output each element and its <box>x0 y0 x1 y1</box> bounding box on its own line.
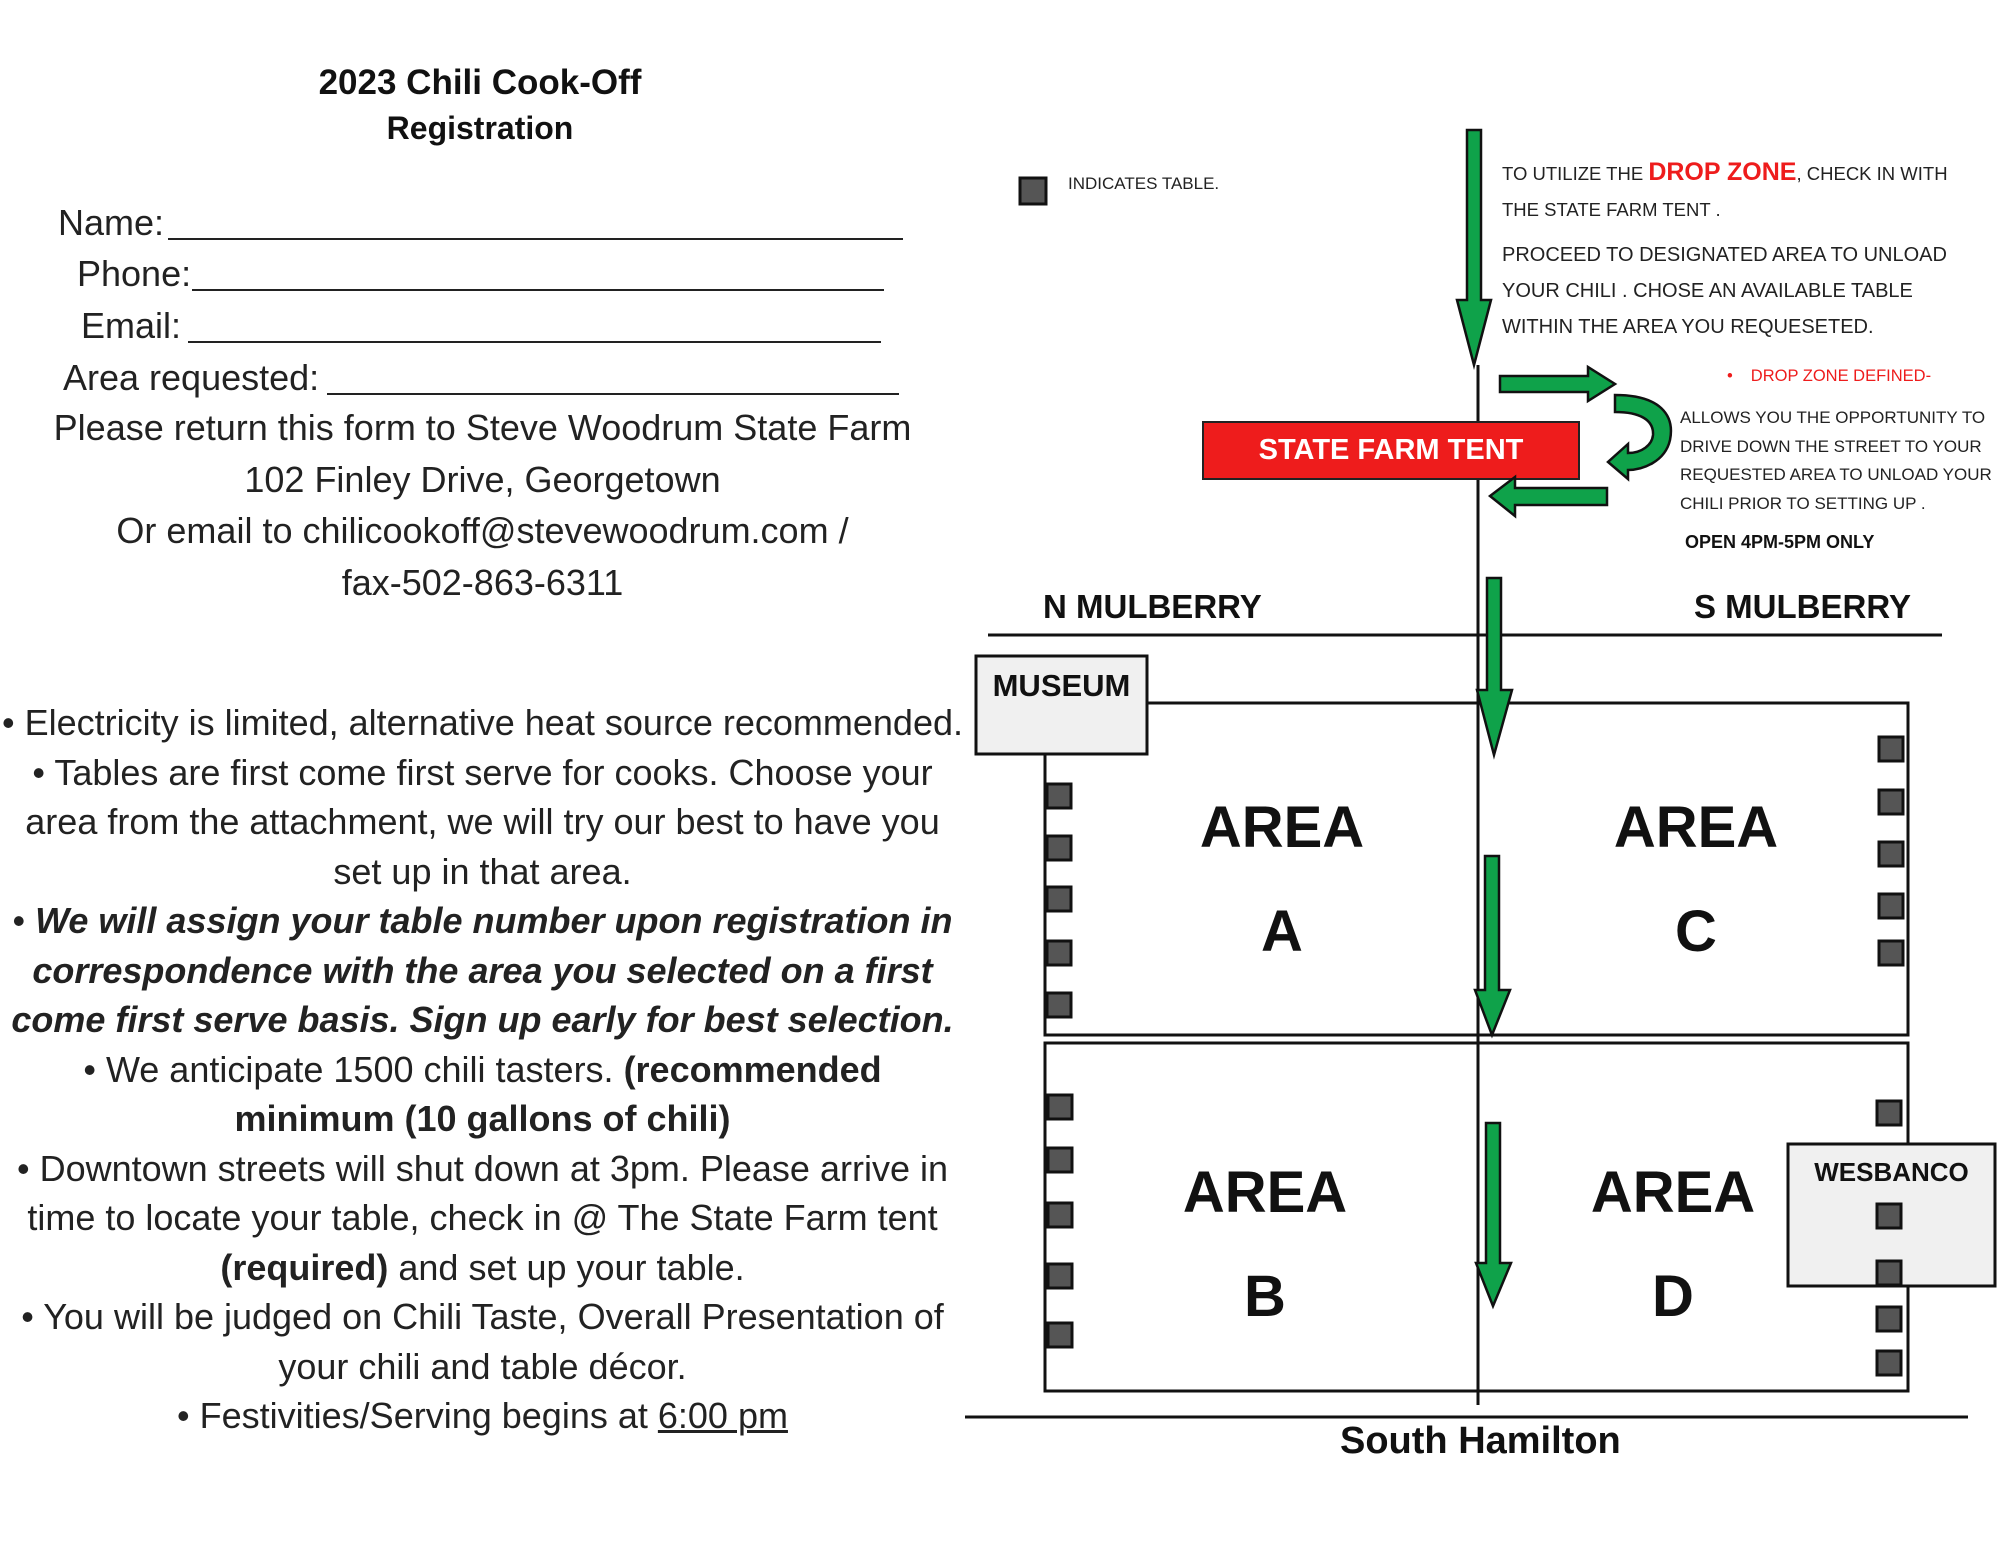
return-line-3: Or email to chilicookoff@stevewoodrum.com / <box>116 510 849 551</box>
return-line-1: Please return this form to Steve Woodrum State Farm <box>53 407 912 448</box>
area-b-letter: B <box>1244 1264 1286 1329</box>
allows-line-4: CHILI PRIOR TO SETTING UP . <box>1680 493 1926 513</box>
drop-zone-description <box>1680 404 1992 518</box>
bullet-judged-2: your chili and table décor. <box>278 1345 687 1387</box>
festivities-time: 6:00 pm <box>657 1395 788 1436</box>
area-d-letter: D <box>1652 1264 1694 1329</box>
bullet-tasters-pre: • We anticipate 1500 chili tasters. <box>83 1048 624 1090</box>
bullet-tables-1: • Tables are first come first serve for cooks. Choose your <box>32 751 933 793</box>
u-turn-arrow <box>1608 395 1671 479</box>
proceed-line-3: WITHIN THE AREA YOU REQUESETED. <box>1502 316 1874 338</box>
bullet-tables-3: set up in that area. <box>333 850 632 892</box>
museum-label: MUSEUM <box>992 668 1131 703</box>
area-a-letter: A <box>1261 899 1303 964</box>
bullet-assign-1: • We will assign your table number upon registration in <box>12 900 953 941</box>
bullet-judged-1: • You will be judged on Chili Taste, Overall Presentation of <box>21 1296 944 1337</box>
drop-zone-keyword: DROP ZONE <box>1648 158 1797 186</box>
south-hamilton-label: South Hamilton <box>1340 1420 1621 1462</box>
bullet-assign-3-text: come first serve basis. Sign up early for best selection. <box>11 999 954 1040</box>
drop-zone-pre: TO UTILIZE THE <box>1502 163 1649 184</box>
left-arrow <box>1490 477 1607 516</box>
drop-zone-line-2: THE STATE FARM TENT . <box>1502 199 1721 220</box>
form-title: 2023 Chili Cook-Off <box>318 63 642 102</box>
return-line-2: 102 Finley Drive, Georgetown <box>244 458 721 500</box>
bullet-tasters-bold-2: minimum (10 gallons of chili) <box>234 1098 731 1139</box>
bullet-festivities-pre: • Festivities/Serving begins at <box>177 1395 658 1436</box>
drop-zone-defined-label: DROP ZONE DEFINED- <box>1750 367 1932 385</box>
bullet-assign-2-text: correspondence with the area you selected on a first <box>32 949 933 991</box>
bullet-electricity: • Electricity is limited, alternative heat source recommended. <box>2 702 963 743</box>
legend-label: INDICATES TABLE. <box>1068 174 1220 193</box>
bullet-tasters-bold: (recommended <box>623 1048 882 1090</box>
proceed-line-2: YOUR CHILI . CHOSE AN AVAILABLE TABLE <box>1502 280 1913 302</box>
drop-zone-instruction <box>1502 154 1948 228</box>
n-mulberry-label: N MULBERRY <box>1043 588 1262 625</box>
allows-line-3: REQUESTED AREA TO UNLOAD YOUR <box>1680 465 1992 484</box>
bullet-streets-rest: and set up your table. <box>388 1246 745 1288</box>
right-arrow <box>1500 367 1615 401</box>
name-label: Name: <box>58 202 165 243</box>
wesbanco-label: WESBANCO <box>1814 1157 1969 1187</box>
email-label: Email: <box>81 305 182 346</box>
phone-label: Phone: <box>77 253 192 294</box>
area-d-word: AREA <box>1590 1160 1756 1225</box>
proceed-instruction <box>1502 237 1947 345</box>
area-a-word: AREA <box>1199 795 1365 860</box>
bullet-required: (required) <box>220 1246 389 1288</box>
bullet-streets-1: • Downtown streets will shut down at 3pm. Please arrive in <box>16 1147 948 1189</box>
form-subtitle: Registration <box>386 110 574 146</box>
legend-table-icon <box>1020 178 1046 204</box>
drop-zone-line-1 <box>1502 154 1948 192</box>
drop-zone-post: , CHECK IN WITH <box>1796 163 1948 184</box>
bullet-dot-icon: • <box>1727 367 1733 385</box>
bullet-streets-2: time to locate your table, check in @ The State Farm tent <box>27 1197 938 1238</box>
allows-line-1: ALLOWS YOU THE OPPORTUNITY TO <box>1680 408 1986 427</box>
proceed-line-1: PROCEED TO DESIGNATED AREA TO UNLOAD <box>1502 244 1947 266</box>
bullet-tables-2: area from the attachment, we will try our best to have you <box>25 801 940 842</box>
s-mulberry-label: S MULBERRY <box>1694 588 1911 625</box>
down-arrow-top <box>1457 130 1491 365</box>
area-c-word: AREA <box>1613 795 1779 860</box>
area-c-letter: C <box>1675 899 1717 964</box>
area-requested-label: Area requested: <box>63 357 320 398</box>
open-hours: OPEN 4PM-5PM ONLY <box>1685 532 1875 552</box>
return-line-4: fax-502-863-6311 <box>341 561 624 603</box>
bullet-assign-1-text: We will assign your table number upon registration in <box>35 900 953 941</box>
state-farm-tent-label: STATE FARM TENT <box>1258 434 1524 466</box>
allows-line-2: DRIVE DOWN THE STREET TO YOUR <box>1680 436 1982 456</box>
area-b-word: AREA <box>1182 1160 1348 1225</box>
drop-zone-defined <box>1727 367 1931 386</box>
